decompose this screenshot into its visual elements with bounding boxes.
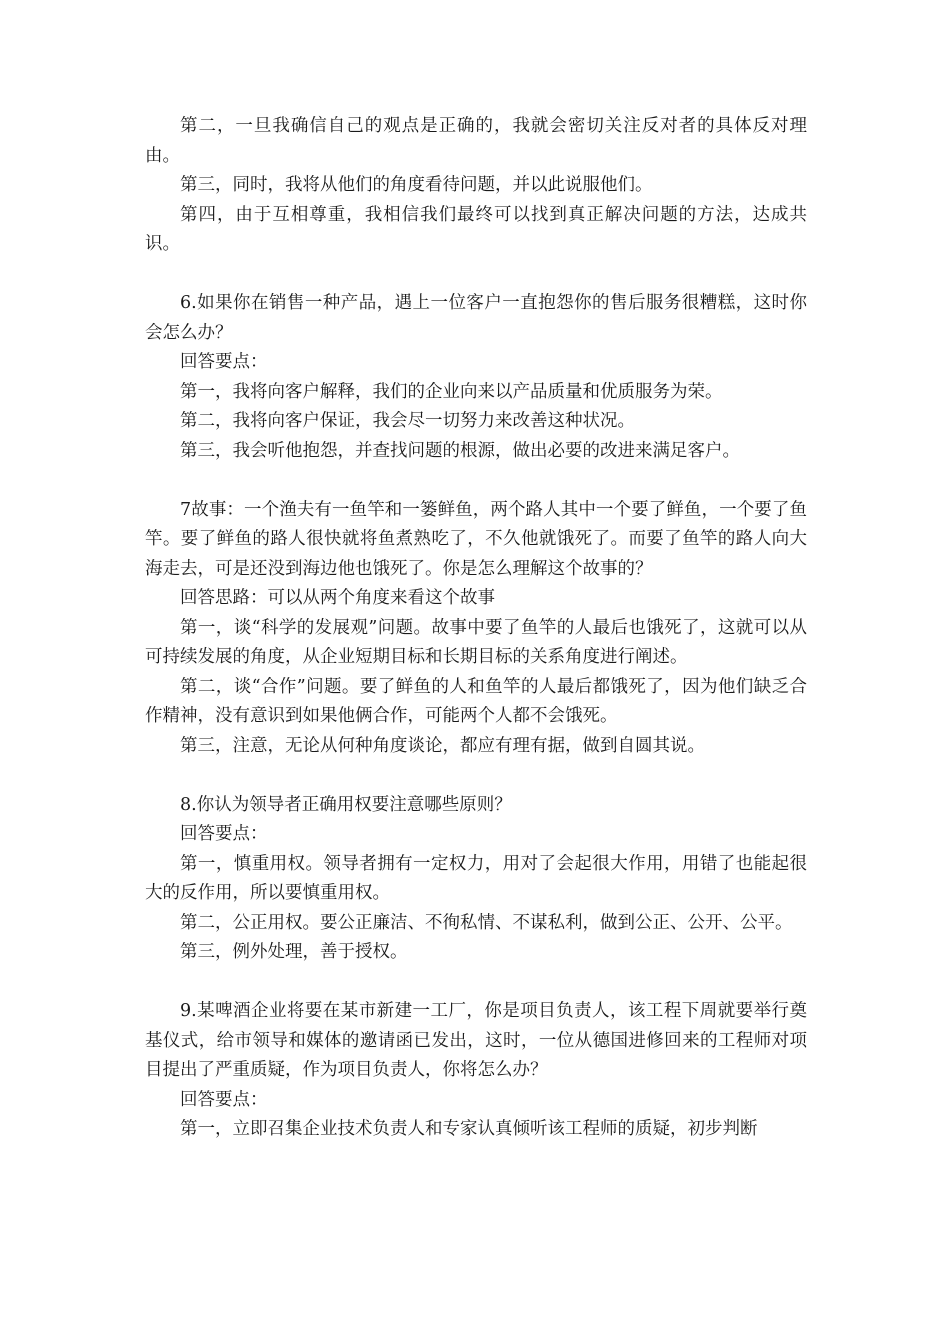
paragraph: 第二，一旦我确信自己的观点是正确的，我就会密切关注反对者的具体反对理由。 (145, 116, 807, 166)
answer-heading: 回答要点： (180, 824, 268, 844)
paragraph: 第二，我将向客户保证，我会尽一切努力来改善这种状况。 (180, 411, 635, 431)
answer-heading: 回答要点： (180, 352, 268, 372)
paragraph: 第一，我将向客户解释，我们的企业向来以产品质量和优质服务为荣。 (180, 381, 723, 402)
paragraph-gap (145, 466, 807, 496)
paragraph: 第三，例外处理，善于授权。 (180, 942, 408, 962)
question-9: 9.某啤酒企业将要在某市新建一工厂，你是项目负责人，该工程下周就要举行奠基仪式，给市领导和媒体的邀请函已发出，这时，一位从德国进修回来的工程师对项目提出了严重质疑，作为项目负责人，你将怎么办？ (145, 1001, 807, 1080)
answer-heading: 回答要点： (180, 1089, 268, 1110)
paragraph: 第一，慎重用权。领导者拥有一定权力，用对了会起很大作用，用错了也能起很大的反作用，所以要慎重用权。 (145, 853, 807, 903)
paragraph: 第一，立即召集企业技术负责人和专家认真倾听该工程师的质疑，初步判断 (180, 1119, 758, 1139)
paragraph: 第四，由于互相尊重，我相信我们最终可以找到真正解决问题的方法，达成共识。 (145, 204, 807, 254)
paragraph-gap (145, 761, 807, 791)
question-7: 7故事：一个渔夫有一鱼竿和一篓鲜鱼，两个路人其中一个要了鲜鱼，一个要了鱼竿。要了鲜鱼的路人很快就将鱼煮熟吃了，不久他就饿死了。而要了鱼竿的路人向大海走去，可是还没到海边他也饿死了。你是怎么理解这个故事的？ (145, 499, 807, 579)
paragraph-gap (145, 968, 807, 998)
paragraph: 第三，我会听他抱怨，并查找问题的根源，做出必要的改进来满足客户。 (180, 440, 740, 461)
paragraph: 第三，注意，无论从何种角度谈论，都应有理有据，做到自圆其说。 (180, 735, 705, 756)
question-8: 8.你认为领导者正确用权要注意哪些原则？ (180, 794, 512, 815)
document-page (145, 112, 807, 1145)
paragraph: 第二，谈“合作”问题。要了鲜鱼的人和鱼竿的人最后都饿死了，因为他们缺乏合作精神，没有意识到如果他俩合作，可能两个人都不会饿死。 (145, 676, 807, 726)
question-6: 6.如果你在销售一种产品，遇上一位客户一直抱怨你的售后服务很糟糕，这时你会怎么办？ (145, 293, 807, 343)
paragraph-gap (145, 260, 807, 290)
paragraph: 第一，谈“科学的发展观”问题。故事中要了鱼竿的人最后也饿死了，这就可以从可持续发展的角度，从企业短期目标和长期目标的关系角度进行阐述。 (145, 617, 807, 667)
paragraph: 第三，同时，我将从他们的角度看待问题，并以此说服他们。 (180, 175, 653, 195)
answer-heading: 回答思路：可以从两个角度来看这个故事 (180, 588, 495, 608)
paragraph: 第二，公正用权。要公正廉洁、不徇私情、不谋私利，做到公正、公开、公平。 (180, 912, 793, 933)
